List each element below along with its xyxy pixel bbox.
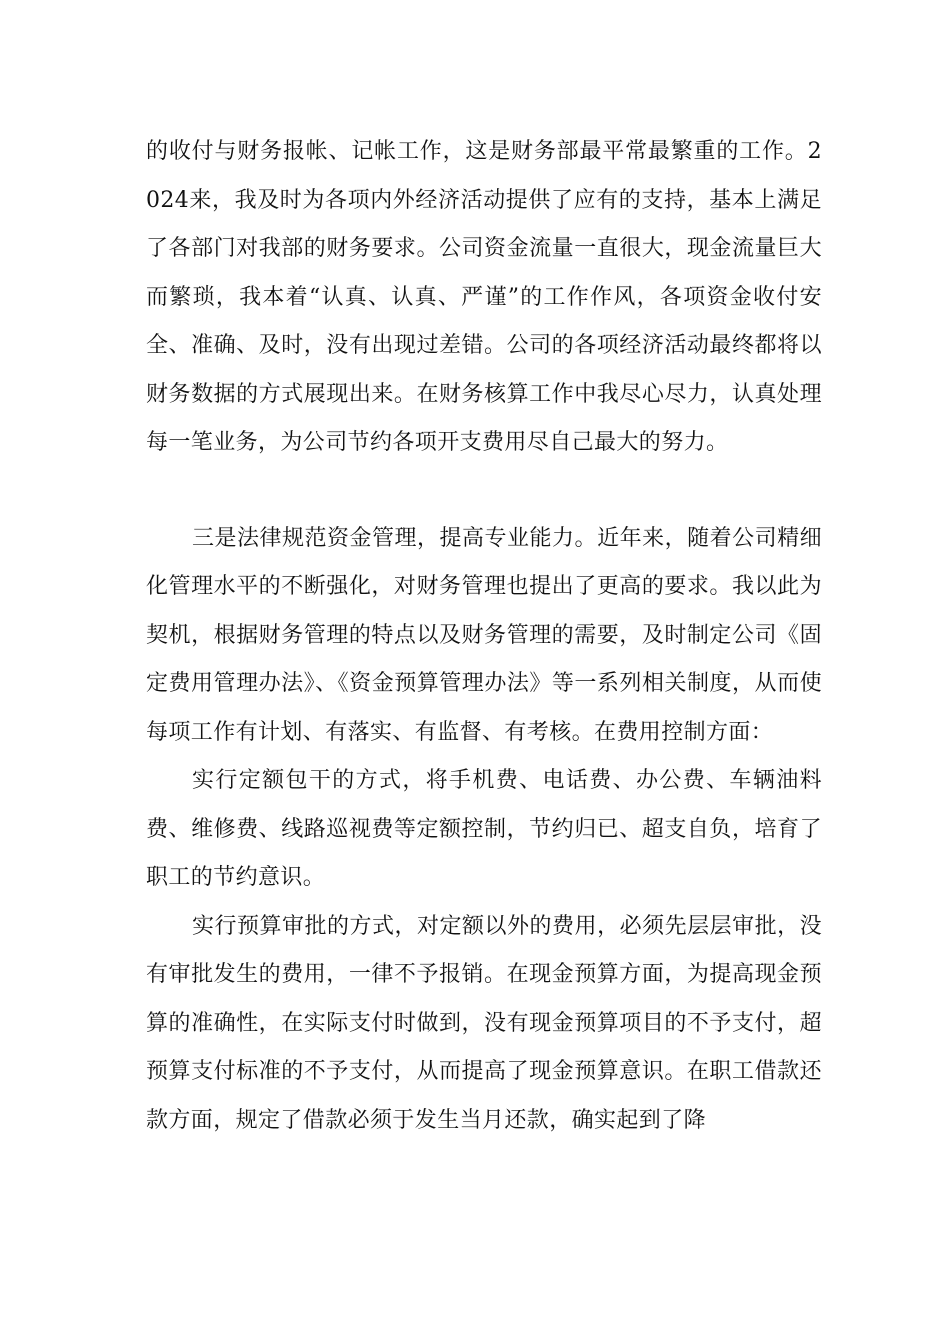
paragraph-1: 的收付与财务报帐、记帐工作，这是财务部最平常最繁重的工作。2024来，我及时为各项内外经济活动提供了应有的支持，基本上满足了各部门对我部的财务要求。公司资金流量一直很大，现金流量巨大而繁琐，我本着“认真、认真、严谨”的工作作风，各项资金收付安全、准确、及时，没有出现过差错。公司的各项经济活动最终都将以财务数据的方式展现出来。在财务核算工作中我尽心尽力，认真处理每一笔业务，为公司节约各项开支费用尽自己最大的努力。: [146, 139, 822, 455]
paragraph-2: 三是法律规范资金管理，提高专业能力。近年来，随着公司精细化管理水平的不断强化，对财务管理也提出了更高的要求。我以此为契机，根据财务管理的特点以及财务管理的需要，及时制定公司《固定费用管理办法》、《资金预算管理办法》等一系列相关制度，从而使每项工作有计划、有落实、有监督、有考核。在费用控制方面：: [146, 525, 822, 745]
paragraph-spacer: [146, 468, 822, 515]
paragraph-4: 实行预算审批的方式，对定额以外的费用，必须先层层审批，没有审批发生的费用，一律不予报销。在现金预算方面，为提高现金预算的准确性，在实际支付时做到，没有现金预算项目的不予支付，超预算支付标准的不予支付，从而提高了现金预算意识。在职工借款还款方面，规定了借款必须于发生当月还款，确实起到了降: [146, 913, 822, 1133]
paragraph-3: 实行定额包干的方式，将手机费、电话费、办公费、车辆油料费、维修费、线路巡视费等定额控制，节约归已、超支自负，培育了职工的节约意识。: [146, 768, 822, 890]
document-page: [146, 128, 822, 1145]
